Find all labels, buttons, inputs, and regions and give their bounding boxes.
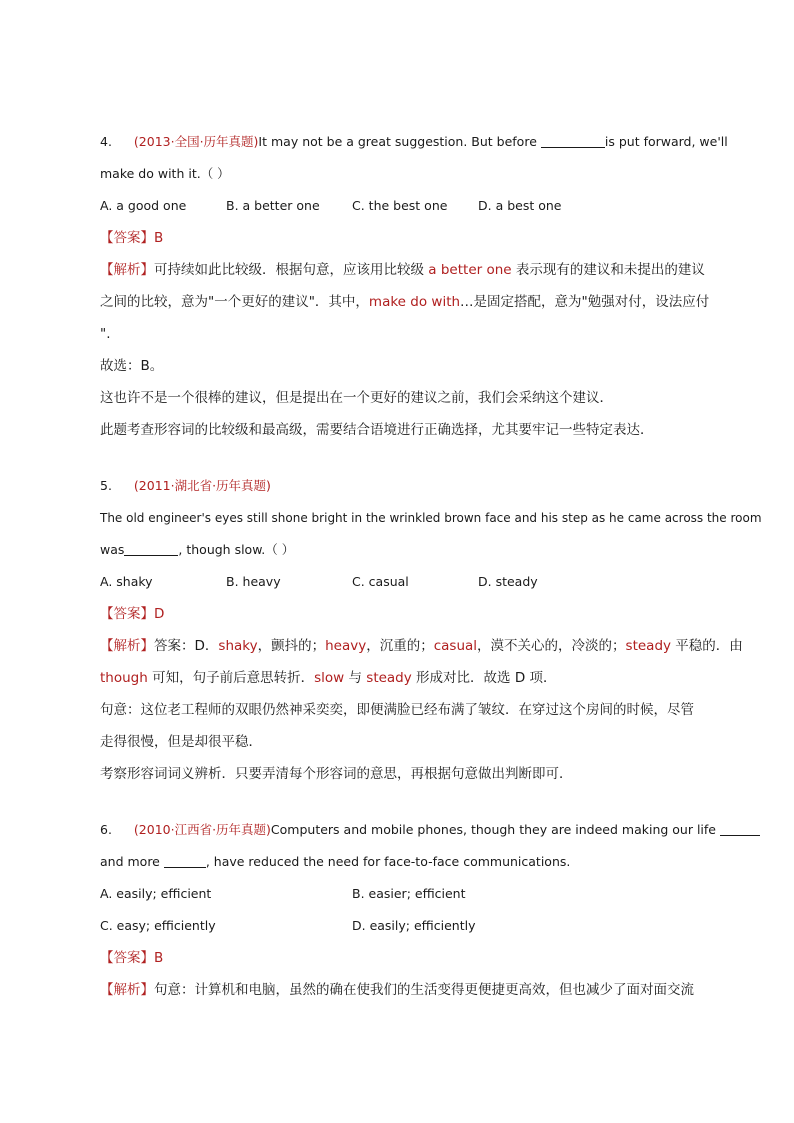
analysis-text: ，颤抖的； bbox=[257, 638, 326, 654]
answer-label: 【答案】 bbox=[100, 950, 154, 966]
analysis-line: ". bbox=[100, 326, 111, 342]
answer-blank bbox=[164, 854, 206, 868]
analysis-label: 【解析】 bbox=[100, 262, 154, 278]
question-text: was bbox=[100, 542, 125, 557]
answer-value: D bbox=[154, 606, 165, 622]
highlight-term: casual bbox=[433, 638, 478, 654]
analysis-line bbox=[100, 286, 724, 318]
analysis-line bbox=[100, 630, 743, 662]
question-stem-line bbox=[100, 814, 724, 846]
highlight-term: steady bbox=[625, 638, 672, 654]
option-d: D. easily; efficiently bbox=[352, 918, 476, 933]
answer-value: B bbox=[154, 950, 164, 966]
options-row bbox=[100, 190, 724, 222]
question-text: , though slow.（ ） bbox=[178, 542, 295, 557]
answer-line bbox=[100, 598, 724, 630]
question-6 bbox=[100, 814, 724, 1006]
analysis-line: 此题考查形容词的比较级和最高级，需要结合语境进行正确选择，尤其要牢记一些特定表达． bbox=[100, 422, 654, 438]
option-a: A. a good one bbox=[100, 198, 187, 213]
analysis-text: ，沉重的； bbox=[366, 638, 434, 654]
question-source: (2010·江西省·历年真题) bbox=[133, 822, 271, 837]
analysis-text: 表示现有的建议和未提出的建议 bbox=[511, 262, 705, 278]
highlight-term: a better one bbox=[428, 262, 512, 278]
option-a: A. shaky bbox=[100, 574, 153, 589]
option-b: B. easier; efficient bbox=[352, 886, 466, 901]
question-stem-line: The old engineer's eyes still shone bright in the wrinkled brown face and his step as he came across the room bbox=[100, 511, 762, 525]
analysis-text: ，漠不关心的，冷淡的； bbox=[477, 638, 626, 654]
analysis-line bbox=[100, 974, 724, 1006]
question-number: 6. bbox=[100, 822, 112, 837]
option-d: D. a best one bbox=[478, 198, 562, 213]
question-text: It may not be a great suggestion. But before bbox=[258, 134, 541, 149]
question-5 bbox=[100, 470, 762, 790]
analysis-text: …是固定搭配，意为"勉强对付，设法应付 bbox=[460, 294, 710, 310]
options-row bbox=[100, 566, 724, 598]
answer-label: 【答案】 bbox=[100, 230, 154, 246]
question-4 bbox=[100, 126, 728, 446]
option-b: B. heavy bbox=[226, 574, 281, 589]
answer-blank bbox=[720, 822, 760, 836]
analysis-line bbox=[100, 254, 724, 286]
analysis-label: 【解析】 bbox=[100, 982, 154, 998]
question-stem-line bbox=[100, 470, 724, 502]
analysis-line: 句意：这位老工程师的双眼仍然神采奕奕，即便满脸已经布满了皱纹．在穿过这个房间的时候，尽管 bbox=[100, 702, 694, 718]
option-a: A. easily; efficient bbox=[100, 886, 212, 901]
question-stem-line bbox=[100, 534, 724, 566]
analysis-line: 故选：B。 bbox=[100, 358, 164, 374]
analysis-text: 之间的比较，意为"一个更好的建议"．其中， bbox=[100, 294, 369, 310]
answer-line bbox=[100, 942, 724, 974]
options-row bbox=[100, 910, 724, 942]
analysis-text: 答案：D． bbox=[154, 638, 219, 654]
analysis-line: 这也许不是一个很棒的建议，但是提出在一个更好的建议之前，我们会采纳这个建议． bbox=[100, 390, 613, 406]
analysis-label: 【解析】 bbox=[100, 638, 154, 654]
analysis-text: 句意：计算机和电脑，虽然的确在使我们的生活变得更便捷更高效，但也减少了面对面交流 bbox=[154, 982, 694, 998]
option-c: C. casual bbox=[352, 574, 409, 589]
highlight-term: heavy bbox=[325, 638, 367, 654]
highlight-term: steady bbox=[366, 670, 412, 686]
answer-line bbox=[100, 222, 724, 254]
question-source: (2013·全国·历年真题) bbox=[133, 134, 259, 149]
question-stem-line bbox=[100, 126, 728, 158]
question-stem-line bbox=[100, 846, 724, 878]
question-stem-line: make do with it.（ ） bbox=[100, 166, 230, 181]
question-number: 4. bbox=[100, 134, 112, 149]
question-source: (2011·湖北省·历年真题) bbox=[133, 478, 271, 493]
document-page bbox=[100, 126, 762, 1006]
answer-value: B bbox=[154, 230, 164, 246]
option-b: B. a better one bbox=[226, 198, 320, 213]
question-number: 5. bbox=[100, 478, 112, 493]
highlight-term: though bbox=[100, 670, 148, 686]
question-text: , have reduced the need for face-to-face communications. bbox=[205, 854, 571, 869]
options-row bbox=[100, 878, 724, 910]
analysis-line: 考察形容词词义辨析．只要弄清每个形容词的意思，再根据句意做出判断即可． bbox=[100, 766, 573, 782]
question-text: is put forward, we'll bbox=[604, 134, 728, 149]
highlight-term: slow bbox=[314, 670, 345, 686]
answer-blank bbox=[124, 542, 178, 556]
highlight-term: make do with bbox=[368, 294, 461, 310]
analysis-text: 可知，句子前后意思转折． bbox=[147, 670, 315, 686]
analysis-text: 可持续如此比较级．根据句意，应该用比较级 bbox=[154, 262, 429, 278]
option-c: C. easy; efficiently bbox=[100, 918, 216, 933]
analysis-line bbox=[100, 662, 724, 694]
analysis-line: 走得很慢，但是却很平稳． bbox=[100, 734, 262, 750]
answer-label: 【答案】 bbox=[100, 606, 154, 622]
highlight-term: shaky bbox=[218, 638, 258, 654]
analysis-text: 形成对比．故选 D 项． bbox=[411, 670, 557, 686]
answer-blank bbox=[541, 134, 605, 148]
option-c: C. the best one bbox=[352, 198, 448, 213]
question-text: and more bbox=[100, 854, 164, 869]
option-d: D. steady bbox=[478, 574, 538, 589]
question-text: Computers and mobile phones, though they are indeed making our life bbox=[270, 822, 720, 837]
analysis-text: 平稳的．由 bbox=[671, 638, 743, 654]
analysis-text: 与 bbox=[344, 670, 367, 686]
